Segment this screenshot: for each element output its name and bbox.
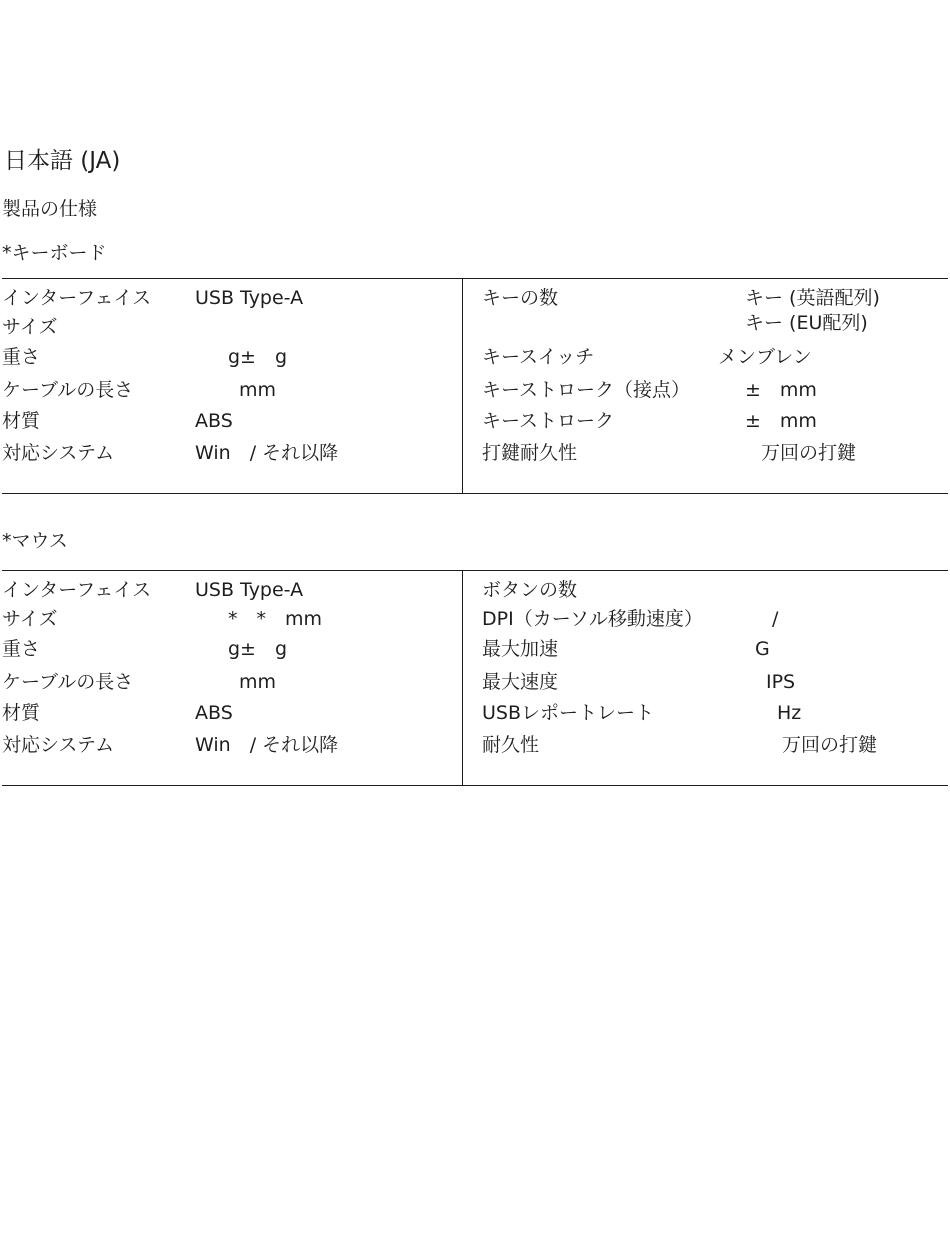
keyboard-heading: *キーボード — [2, 242, 107, 264]
kb-size-label: サイズ — [2, 316, 58, 338]
kb-stroke-value: ± mm — [745, 410, 817, 432]
kb-durability-label: 打鍵耐久性 — [482, 442, 578, 464]
column-divider — [462, 279, 463, 493]
kb-stroke-actuation-label: キーストローク（接点） — [482, 379, 691, 401]
ms-dpi-label: DPI（カーソル移動速度） — [482, 608, 703, 630]
ms-durability-value: 万回の打鍵 — [782, 734, 878, 756]
kb-cable-value: mm — [239, 379, 277, 401]
ms-accel-label: 最大加速 — [482, 638, 559, 660]
kb-key-count-label: キーの数 — [482, 287, 559, 309]
ms-material-value: ABS — [195, 702, 233, 724]
keyboard-spec-table — [2, 278, 948, 494]
ms-durability-label: 耐久性 — [482, 734, 540, 756]
kb-key-count-value-en: キー (英語配列) — [745, 287, 880, 309]
ms-speed-label: 最大速度 — [482, 671, 559, 693]
kb-switch-value: メンブレン — [718, 346, 812, 368]
kb-durability-value: 万回の打鍵 — [761, 442, 857, 464]
ms-buttons-label: ボタンの数 — [482, 579, 578, 601]
ms-os-value: Win / それ以降 — [195, 734, 339, 756]
ms-dpi-value: / — [772, 608, 779, 630]
kb-interface-value: USB Type-A — [195, 287, 304, 309]
kb-os-value: Win / それ以降 — [195, 442, 339, 464]
kb-weight-value: g± g — [228, 346, 288, 368]
ms-speed-value: IPS — [766, 671, 796, 693]
kb-stroke-label: キーストローク — [482, 410, 615, 432]
kb-material-value: ABS — [195, 410, 233, 432]
kb-os-label: 対応システム — [2, 442, 115, 464]
kb-key-count-value-eu: キー (EU配列) — [745, 312, 868, 334]
kb-interface-label: インターフェイス — [2, 287, 152, 309]
ms-weight-value: g± g — [228, 638, 288, 660]
ms-report-rate-label: USBレポートレート — [482, 702, 655, 724]
column-divider — [462, 571, 463, 785]
ms-report-rate-value: Hz — [777, 702, 802, 724]
ms-accel-value: G — [755, 638, 770, 660]
kb-material-label: 材質 — [2, 410, 41, 432]
ms-interface-label: インターフェイス — [2, 579, 152, 601]
ms-interface-value: USB Type-A — [195, 579, 304, 601]
mouse-spec-table — [2, 570, 948, 786]
ms-size-value: * * mm — [228, 608, 323, 630]
ms-cable-label: ケーブルの長さ — [2, 671, 134, 693]
kb-cable-label: ケーブルの長さ — [2, 379, 134, 401]
page-title: 日本語 (JA) — [4, 148, 121, 174]
ms-cable-value: mm — [239, 671, 277, 693]
ms-weight-label: 重さ — [2, 638, 41, 660]
kb-stroke-actuation-value: ± mm — [745, 379, 817, 401]
kb-switch-label: キースイッチ — [482, 346, 595, 368]
ms-os-label: 対応システム — [2, 734, 115, 756]
mouse-heading: *マウス — [2, 530, 68, 552]
ms-size-label: サイズ — [2, 608, 58, 630]
ms-material-label: 材質 — [2, 702, 41, 724]
section-title-specs: 製品の仕様 — [2, 198, 98, 220]
kb-weight-label: 重さ — [2, 346, 41, 368]
